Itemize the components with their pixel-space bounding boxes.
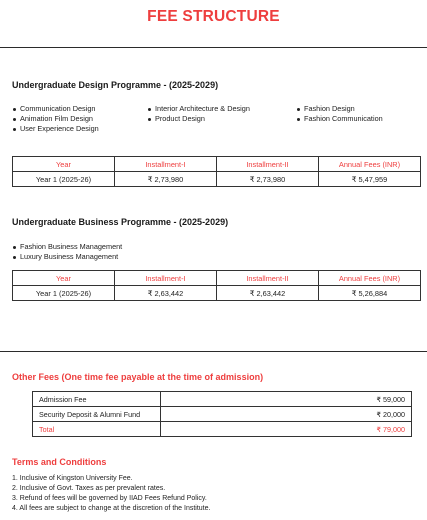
design-programme-title: Undergraduate Design Programme - (2025-2029) [12,80,219,90]
table-header-row [13,157,421,172]
design-courses-col1 [12,104,99,134]
list-item: Fashion Design [296,104,383,114]
table-row [33,407,412,422]
table-header-row [13,271,421,286]
terms-item: 4. All fees are subject to change at the discretion of the Institute. [12,505,211,512]
table-cell: ₹ 2,63,442 [115,286,217,301]
table-row [13,172,421,187]
table-cell: ₹ 2,73,980 [217,172,319,187]
column-header: Installment-II [217,157,319,172]
list-item: Interior Architecture & Design [147,104,250,114]
business-courses [12,242,122,262]
list-item: User Experience Design [12,124,99,134]
terms-title: Terms and Conditions [12,457,107,467]
terms-item: 2. Inclusive of Govt. Taxes as per prevalent rates. [12,485,166,492]
list-item: Fashion Communication [296,114,383,124]
other-fees-title: Other Fees (One time fee payable at the time of admission) [12,372,264,382]
list-item: Product Design [147,114,250,124]
table-cell: Year 1 (2025-26) [13,286,115,301]
terms-list [12,474,210,514]
terms-item: 3. Refund of fees will be governed by IIAD Fees Refund Policy. [12,495,207,502]
column-header: Annual Fees (INR) [319,271,421,286]
table-cell: ₹ 2,73,980 [115,172,217,187]
column-header: Installment-I [115,271,217,286]
column-header: Installment-I [115,157,217,172]
table-row [33,392,412,407]
fee-amount: ₹ 20,000 [161,407,412,422]
page-title: FEE STRUCTURE [147,8,280,25]
list-item: Communication Design [12,104,99,114]
list-item: Luxury Business Management [12,252,122,262]
table-cell: ₹ 5,26,884 [319,286,421,301]
terms-item: 1. Inclusive of Kingston University Fee. [12,475,133,482]
fee-amount: ₹ 59,000 [161,392,412,407]
fee-label: Security Deposit & Alumni Fund [33,407,161,422]
column-header: Installment-II [217,271,319,286]
column-header: Year [13,271,115,286]
other-fees-table [32,391,412,437]
list-item: Fashion Business Management [12,242,122,252]
total-row [33,422,412,437]
total-label: Total [33,422,161,437]
design-fee-table [12,156,421,187]
section-divider [0,351,427,352]
column-header: Annual Fees (INR) [319,157,421,172]
column-header: Year [13,157,115,172]
total-amount: ₹ 79,000 [161,422,412,437]
business-programme-title: Undergraduate Business Programme - (2025-2029) [12,217,229,227]
table-row [13,286,421,301]
top-divider [0,47,427,48]
fee-label: Admission Fee [33,392,161,407]
design-courses-col3 [296,104,383,124]
business-fee-table [12,270,421,301]
table-cell: Year 1 (2025-26) [13,172,115,187]
table-cell: ₹ 2,63,442 [217,286,319,301]
table-cell: ₹ 5,47,959 [319,172,421,187]
design-courses-col2 [147,104,250,124]
list-item: Animation Film Design [12,114,99,124]
